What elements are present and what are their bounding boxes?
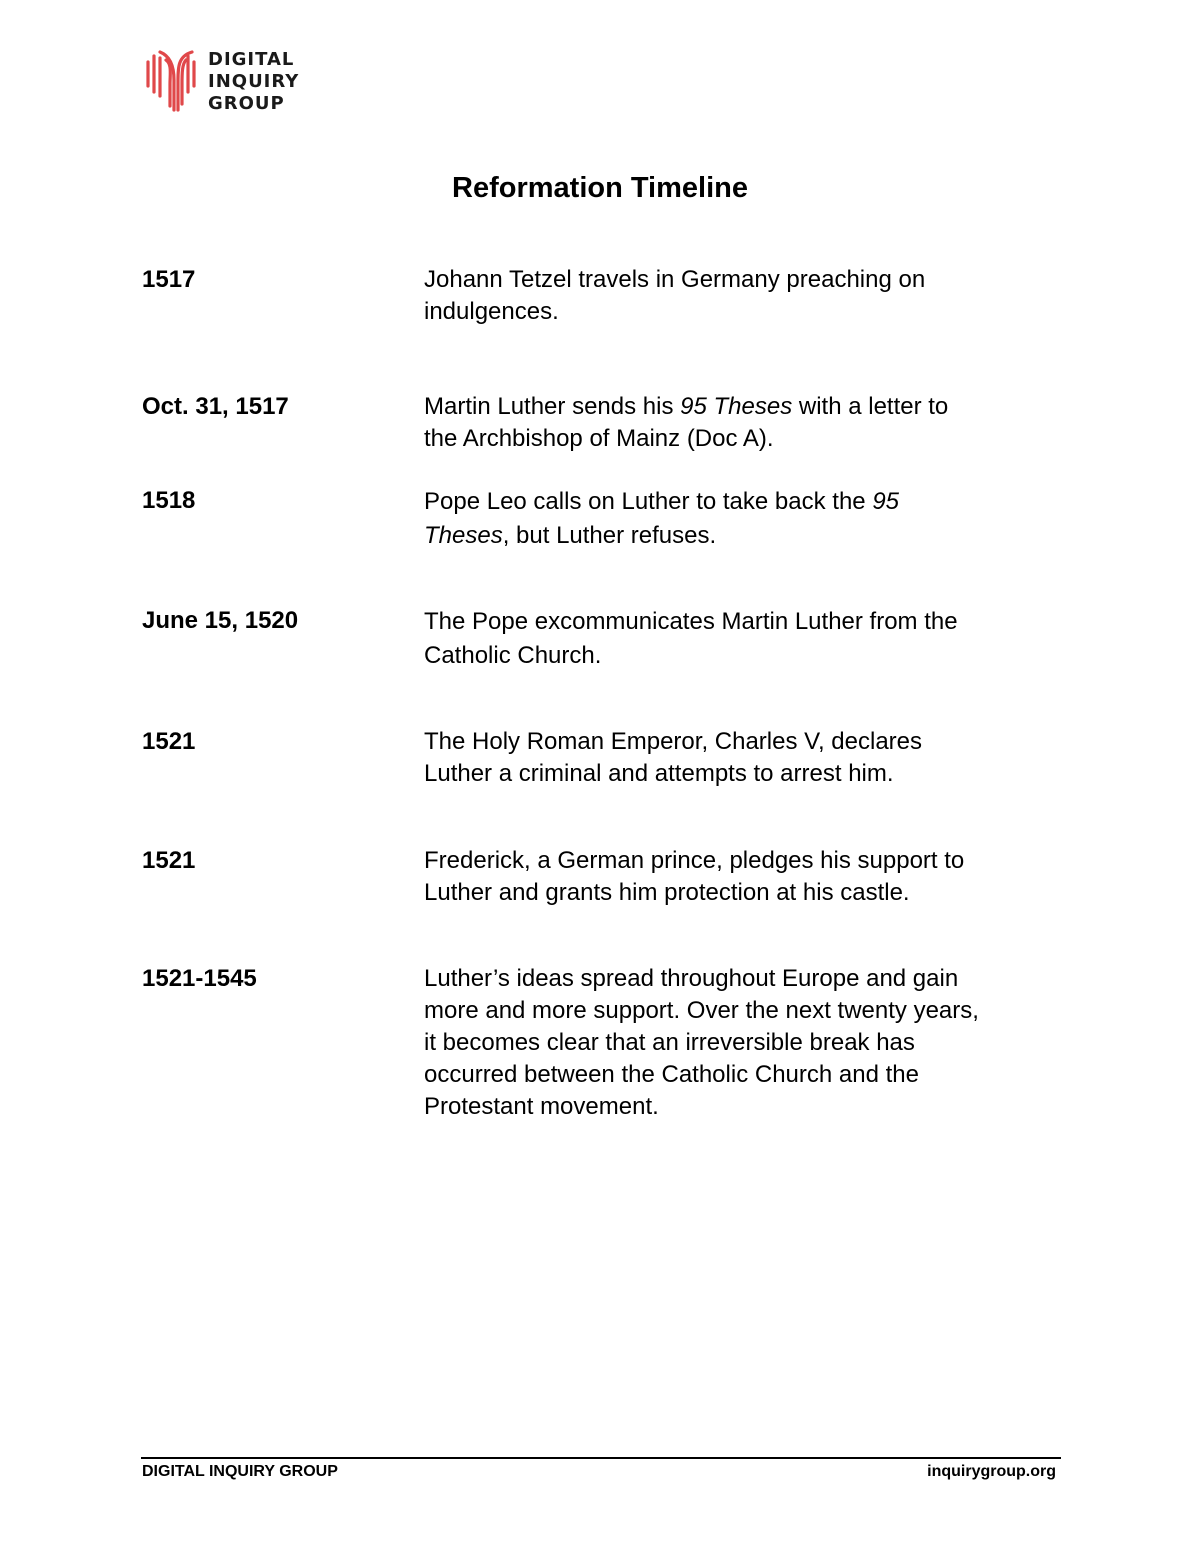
footer-website: inquirygroup.org bbox=[927, 1463, 1056, 1480]
desc-text: with a letter to the Archbishop of Mainz (Doc A). bbox=[424, 393, 949, 452]
event-date: 1521-1545 bbox=[142, 965, 257, 992]
desc-italic: 95 Theses bbox=[424, 488, 900, 549]
event-description: The Holy Roman Emperor, Charles V, declares Luther a criminal and attempts to arrest him. bbox=[424, 728, 922, 787]
event-date: 1521 bbox=[142, 728, 196, 755]
event-description: The Pope excommunicates Martin Luther from the Catholic Church. bbox=[424, 608, 958, 669]
desc-italic: 95 Theses bbox=[680, 393, 793, 420]
logo-line-3: GROUP bbox=[208, 93, 285, 114]
desc-text: , but Luther refuses. bbox=[502, 522, 717, 549]
logo-mark-icon bbox=[146, 46, 196, 112]
event-description: Frederick, a German prince, pledges his support to Luther and grants him protection at his castle. bbox=[424, 847, 965, 906]
footer-divider bbox=[141, 1457, 1061, 1459]
event-date: 1518 bbox=[142, 487, 196, 514]
event-description bbox=[424, 485, 1074, 553]
event-description: Luther’s ideas spread throughout Europe and gain more and more support. Over the next twenty years, it becomes clear that an irreversible break has occurred between the Catholic Church and the Protestant movement. bbox=[424, 965, 979, 1120]
logo bbox=[146, 46, 326, 116]
desc-text: Pope Leo calls on Luther to take back the bbox=[424, 488, 873, 515]
logo-line-1: DIGITAL bbox=[208, 49, 295, 70]
logo-wordmark bbox=[208, 49, 299, 115]
event-description bbox=[424, 391, 1074, 455]
event-description: Johann Tetzel travels in Germany preaching on indulgences. bbox=[424, 266, 926, 325]
event-date: 1521 bbox=[142, 847, 196, 874]
event-date: 1517 bbox=[142, 266, 196, 293]
event-date: June 15, 1520 bbox=[142, 607, 299, 634]
footer-organization: DIGITAL INQUIRY GROUP bbox=[142, 1463, 338, 1480]
page-title: Reformation Timeline bbox=[452, 172, 748, 204]
event-date: Oct. 31, 1517 bbox=[142, 393, 289, 420]
logo-line-2: INQUIRY bbox=[208, 71, 300, 92]
desc-text: Martin Luther sends his bbox=[424, 393, 681, 420]
